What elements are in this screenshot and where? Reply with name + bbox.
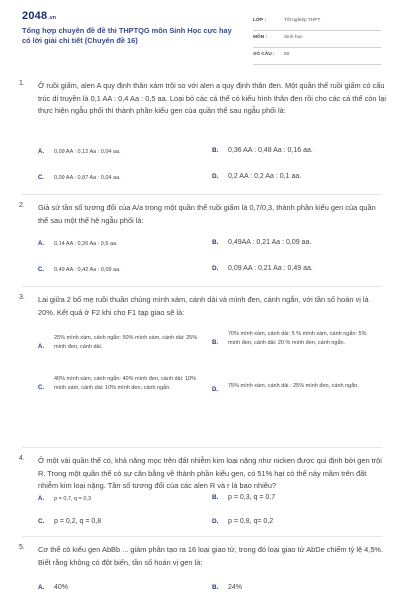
divider (22, 447, 382, 448)
option-text: p = 0,8, q= 0,2 (228, 518, 274, 525)
option-text: 40% (54, 584, 69, 591)
logo-text: 2048 (22, 10, 48, 22)
option-letter: C. (38, 175, 44, 181)
option-letter: B. (212, 584, 219, 591)
option-text: 0,09 AA : 0,21 Aa : 0,49 aa. (228, 265, 313, 272)
divider (22, 194, 382, 195)
option-letter: A. (38, 241, 44, 247)
divider (22, 536, 382, 537)
meta-value: 50 (284, 52, 290, 57)
meta-row-class (253, 14, 381, 31)
meta-key: MÔN : (253, 35, 268, 40)
option-letter: B. (212, 239, 219, 246)
option-letter: A. (38, 496, 44, 502)
option-text: 24% (228, 584, 243, 591)
option-text: 0,49 AA : 0,42 Aa : 0,09 aa. (54, 267, 121, 273)
option-letter: B. (212, 147, 219, 154)
question-number: 2. (19, 202, 25, 209)
option-text: 0,14 AA : 0,26 Aa : 0,6 aa. (54, 241, 118, 247)
option-letter: C. (38, 385, 44, 391)
option-letter: C. (38, 267, 44, 273)
option-text: p = 0,7, q = 0,3 (54, 496, 92, 502)
option-letter: D. (212, 387, 218, 393)
meta-value: Sinh học (284, 35, 303, 40)
option-letter: B. (212, 494, 219, 501)
site-logo[interactable] (22, 10, 56, 22)
option-text: 75% mình xám, cánh dài : 25% mình đen, cánh ngắn. (228, 383, 359, 389)
option-text: 25% mình xám, cánh ngắn: 50% mình xám, cánh dài: 25% mình đen, cánh dài. (54, 335, 198, 350)
meta-value: Tốt nghiệp THPT (284, 18, 321, 23)
question-text: Lai giữa 2 bố mẹ ruồi thuần chủng mình xám, cánh dài và mình đen, cánh ngắn, với tần số hoán vị là 20%. Kết quả ở F2 khi cho F1 tạp giao sẽ là: (38, 295, 369, 317)
option-text: 0,09 AA : 0,12 Aa : 0,04 aa. (54, 149, 121, 155)
meta-row-count (253, 48, 381, 65)
option-letter: A. (38, 584, 45, 591)
document-meta (253, 14, 381, 65)
option-letter: C. (38, 518, 45, 525)
meta-key: LỚP : (253, 18, 267, 23)
document-title: Tổng hợp chuyên đề đề thi THPTQG môn Sinh Học cực hay có lời giải chi tiết (Chuyên đề 16) (22, 26, 232, 45)
option-text: 0,36 AA : 0,48 Aa : 0,16 aa. (228, 147, 313, 154)
option-letter: D. (212, 265, 219, 272)
option-letter: D. (212, 518, 219, 525)
question-number: 3. (19, 294, 25, 301)
option-text: 0,49AA : 0,21 Aa : 0,09 aa. (228, 239, 312, 246)
option-text: 70% mình xám, cánh dài: 5 % mình xám, cánh ngắn: 5% mình đen, cánh dài: 20 % mình đen, cánh ngắn. (228, 331, 367, 346)
meta-key: SỐ CÂU : (253, 52, 275, 57)
option-text: p = 0,3, q = 0,7 (228, 494, 276, 501)
option-text: 0,2 AA : 0,2 Aa : 0,1 aa. (228, 173, 302, 180)
question-text: Giả sử tần số tương đối của A/a trong một quần thể ruồi giấm là 0,7/0,3, thành phần kiểu gen của quần thể sau một thế hệ ngẫu phối là: (38, 203, 376, 225)
option-text: 0,09 AA : 0,87 Aa : 0,04 aa. (54, 175, 121, 181)
option-letter: B. (212, 340, 218, 346)
question-number: 5. (19, 544, 25, 551)
document-header (0, 0, 400, 68)
question-number: 1. (19, 80, 25, 87)
question-text: Ở ruồi giấm, alen A quy định thân xám trội so với alen a quy định thân đen. Một quần thể ruồi giấm có cấu trúc di truyền là 0,1 AA : 0,4 Aa : 0,5 aa. Loại bỏ các cá thể có kiểu hình thân đen rồi cho các cá thể còn lại thực hiện ngẫu phối thì thành phần kiểu gen của quần thể sau ngẫu phối là: (38, 81, 386, 115)
divider (22, 286, 382, 287)
option-text: p = 0,2, q = 0,8 (54, 518, 102, 525)
option-text: 40% mình xám, cánh ngắn: 40% mình đen, cánh dài: 10% mình xám, cánh dài: 10% mình đen, cánh ngắn. (54, 376, 196, 391)
logo-suffix: .vn (48, 15, 57, 21)
meta-row-subject (253, 31, 381, 48)
question-text: Ở một vài quần thể cỏ, khả năng mọc trên đất nhiễm kim loại nặng như nicken được qui định bởi gen trội R. Trong một quần thể có sự cân bằng về thành phần kiểu gen, có 51% hạt có thể nảy mầm trên đất nhiễm kim loại nặng. Tần số tương đối của các alen R và r là bao nhiêu? (38, 456, 382, 490)
option-letter: A. (38, 344, 44, 350)
option-letter: A. (38, 149, 44, 155)
option-letter: D. (212, 173, 219, 180)
question-text: Cơ thể có kiểu gen AbBb ... giảm phân tạo ra 16 loại giao tử, trong đó loại giao tử AbDe chiếm tỷ lệ 4,5%. Biết rằng không có đột biến, tần số hoán vị gen là: (38, 545, 384, 567)
question-number: 4. (19, 455, 25, 462)
